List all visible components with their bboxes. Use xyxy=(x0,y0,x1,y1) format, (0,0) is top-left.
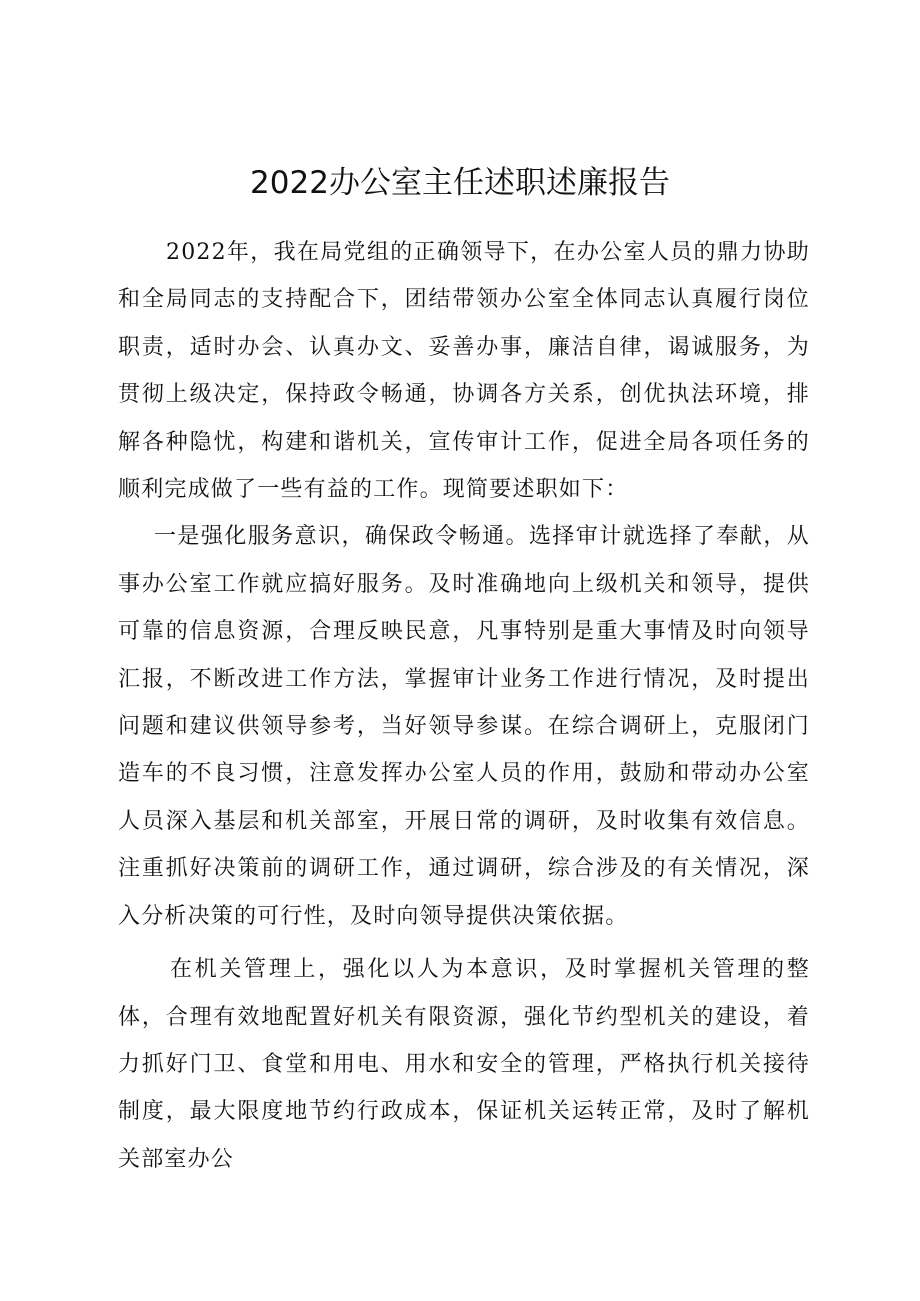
paragraph-intro: 2022年，我在局党组的正确领导下，在办公室人员的鼎力协助和全局同志的支持配合下，团结带领办公室全体同志认真履行岗位职责，适时办会、认真办文、妥善办事，廉洁自律，谒诚服务，为贯彻上级决定，保持政令畅通，协调各方关系，创优执法环境，排解各种隐忧，构建和谐机关，宣传审计工作，促进全局各项任务的顺利完成做了一些有益的工作。现简要述职如下： xyxy=(118,240,810,503)
paragraph-service-awareness: 一是强化服务意识，确保政令畅通。选择审计就选择了奉献，从事办公室工作就应搞好服务。及时准确地向上级机关和领导，提供可靠的信息资源，合理反映民意，凡事特别是重大事情及时向领导汇报，不断改进工作方法，掌握审计业务工作进行情况，及时提出问题和建议供领导参考，当好领导参谋。在综合调研上，克服闭门造车的不良习惯，注意发挥办公室人员的作用，鼓励和带动办公室人员深入基层和机关部室，开展日常的调研，及时收集有效信息。注重抓好决策前的调研工作，通过调研，综合涉及的有关情况，深入分析决策的可行性，及时向领导提供决策依据。 xyxy=(118,524,810,929)
document-body xyxy=(118,229,810,1183)
paragraph-office-management: 在机关管理上，强化以人为本意识，及时掌握机关管理的整体，合理有效地配置好机关有限资源，强化节约型机关的建设，着力抓好门卫、食堂和用电、用水和安全的管理，严格执行机关接待制度，最大限度地节约行政成本，保证机关运转正常，及时了解机关部室办公 xyxy=(118,957,810,1172)
document-title: 2022办公室主任述职述廉报告 xyxy=(250,165,670,201)
